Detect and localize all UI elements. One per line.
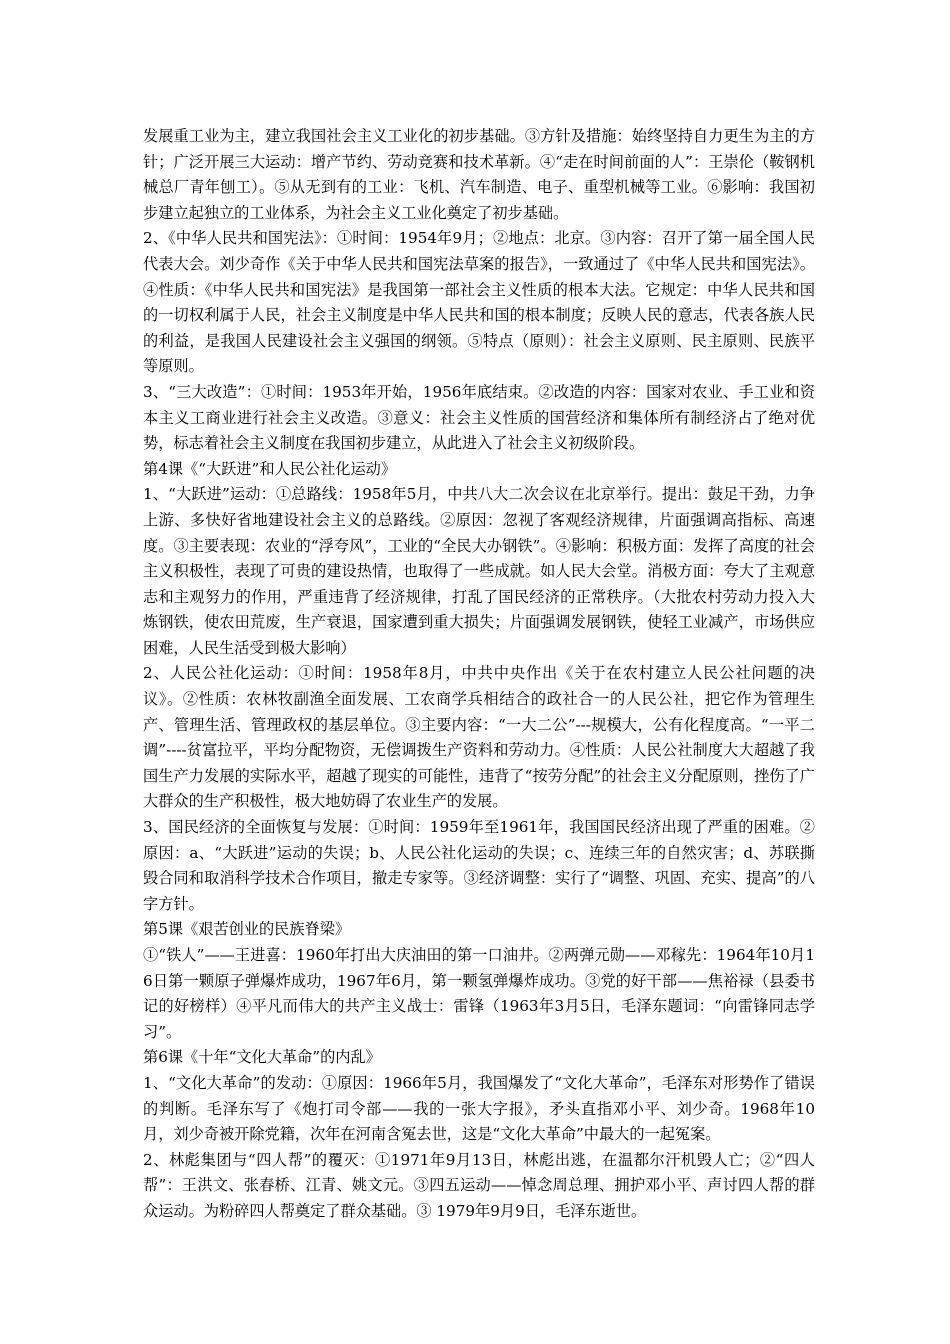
paragraph-national-heroes: ①“铁人”——王进喜：1960年打出大庆油田的第一口油井。②两弹元勋——邓稼先：1964年10月16日第一颗原子弹爆炸成功，1967年6月，第一颗氢弹爆炸成功。③党的好干部——焦裕禄（县委书记的好榜样）④平凡而伟大的共产主义战士：雷锋（1963年3月5日，毛泽东题词：“向雷锋同志学习”。	[143, 946, 815, 1041]
lesson-6-heading: 第6课《十年“文化大革命”的内乱》	[143, 1048, 381, 1067]
document-page	[143, 124, 815, 1225]
paragraph-three-transformations: 3、“三大改造”：①时间：1953年开始，1956年底结束。②改造的内容：国家对农业、手工业和资本主义工商业进行社会主义改造。③意义：社会主义性质的国营经济和集体所有制经济占了绝对优势，标志着社会主义制度在我国初步建立，从此进入了社会主义初级阶段。	[143, 382, 815, 453]
paragraph-industrialization: 发展重工业为主，建立我国社会主义工业化的初步基础。③方针及措施：始终坚持自力更生为主的方针；广泛开展三大运动：增产节约、劳动竞赛和技术革新。④“走在时间前面的人”：王崇伦（鞍钢机械总厂青年刨工）。⑤从无到有的工业：飞机、汽车制造、电子、重型机械等工业。⑥影响：我国初步建立起独立的工业体系，为社会主义工业化奠定了初步基础。	[143, 127, 815, 222]
lesson-5-heading: 第5课《艰苦创业的民族脊梁》	[143, 920, 351, 939]
lesson-4-heading: 第4课《“大跃进”和人民公社化运动》	[143, 459, 397, 478]
paragraph-economic-recovery: 3、国民经济的全面恢复与发展：①时间：1959年至1961年，我国国民经济出现了严重的困难。②原因：a、“大跃进”运动的失误；b、人民公社化运动的失误；c、连续三年的自然灾害；d、苏联撕毁合同和取消科学技术合作项目，撤走专家等。③经济调整：实行了“调整、巩固、充实、提高”的八字方针。	[143, 818, 815, 913]
paragraph-peoples-communes: 2、人民公社化运动：①时间：1958年8月，中共中央作出《关于在农村建立人民公社问题的决议》。②性质：农林牧副渔全面发展、工农商学兵相结合的政社合一的人民公社，把它作为管理生产、管理生活、管理政权的基层单位。③主要内容：“一大二公”---规模大，公有化程度高。“一平二调”----贫富拉平，平均分配物资，无偿调拨生产资料和劳动力。④性质：人民公社制度大大超越了我国生产力发展的实际水平，超越了现实的可能性，违背了“按劳分配”的社会主义分配原则，挫伤了广大群众的生产积极性，极大地妨碍了农业生产的发展。	[143, 664, 815, 811]
paragraph-constitution: 2、《中华人民共和国宪法》：①时间：1954年9月；②地点：北京。③内容：召开了第一届全国人民代表大会。刘少奇作《关于中华人民共和国宪法草案的报告》，一致通过了《中华人民共和国宪法》。④性质：《中华人民共和国宪法》是我国第一部社会主义性质的根本大法。它规定：中华人民共和国的一切权利属于人民，社会主义制度是中华人民共和国的根本制度；反映人民的意志，代表各族人民的利益，是我国人民建设社会主义强国的纲领。⑤特点（原则）：社会主义原则、民主原则、民族平等原则。	[143, 229, 815, 376]
paragraph-cultural-revolution-launch: 1、“文化大革命”的发动：①原因：1966年5月，我国爆发了“文化大革命”，毛泽东对形势作了错误的判断。毛泽东写了《炮打司令部——我的一张大字报》，矛头直指邓小平、刘少奇。1968年10月，刘少奇被开除党籍，次年在河南含冤去世，这是“文化大革命”中最大的一起冤案。	[143, 1073, 815, 1144]
paragraph-gang-of-four: 2、林彪集团与“四人帮”的覆灭：①1971年9月13日，林彪出逃，在温都尔汗机毁人亡；②“四人帮”：王洪文、张春桥、江青、姚文元。③四五运动——悼念周总理、拥护邓小平、声讨四人帮的群众运动。为粉碎四人帮奠定了群众基础。③ 1979年9月9日，毛泽东逝世。	[143, 1150, 815, 1220]
paragraph-great-leap-forward: 1、“大跃进”运动：①总路线：1958年5月，中共八大二次会议在北京举行。提出：鼓足干劲，力争上游、多快好省地建设社会主义的总路线。②原因：忽视了客观经济规律，片面强调高指标、高速度。③主要表现：农业的“浮夸风”，工业的“全民大办钢铁”。④影响：积极方面：发挥了高度的社会主义积极性，表现了可贵的建设热情，也取得了一些成就。如人民大会堂。消极方面：夸大了主观意志和主观努力的作用，严重违背了经济规律，打乱了国民经济的正常秩序。（大批农村劳动力投入大炼钢铁，使农田荒废，生产衰退，国家遭到重大损失；片面强调发展钢铁，使轻工业减产，市场供应困难，人民生活受到极大影响）	[143, 485, 815, 657]
